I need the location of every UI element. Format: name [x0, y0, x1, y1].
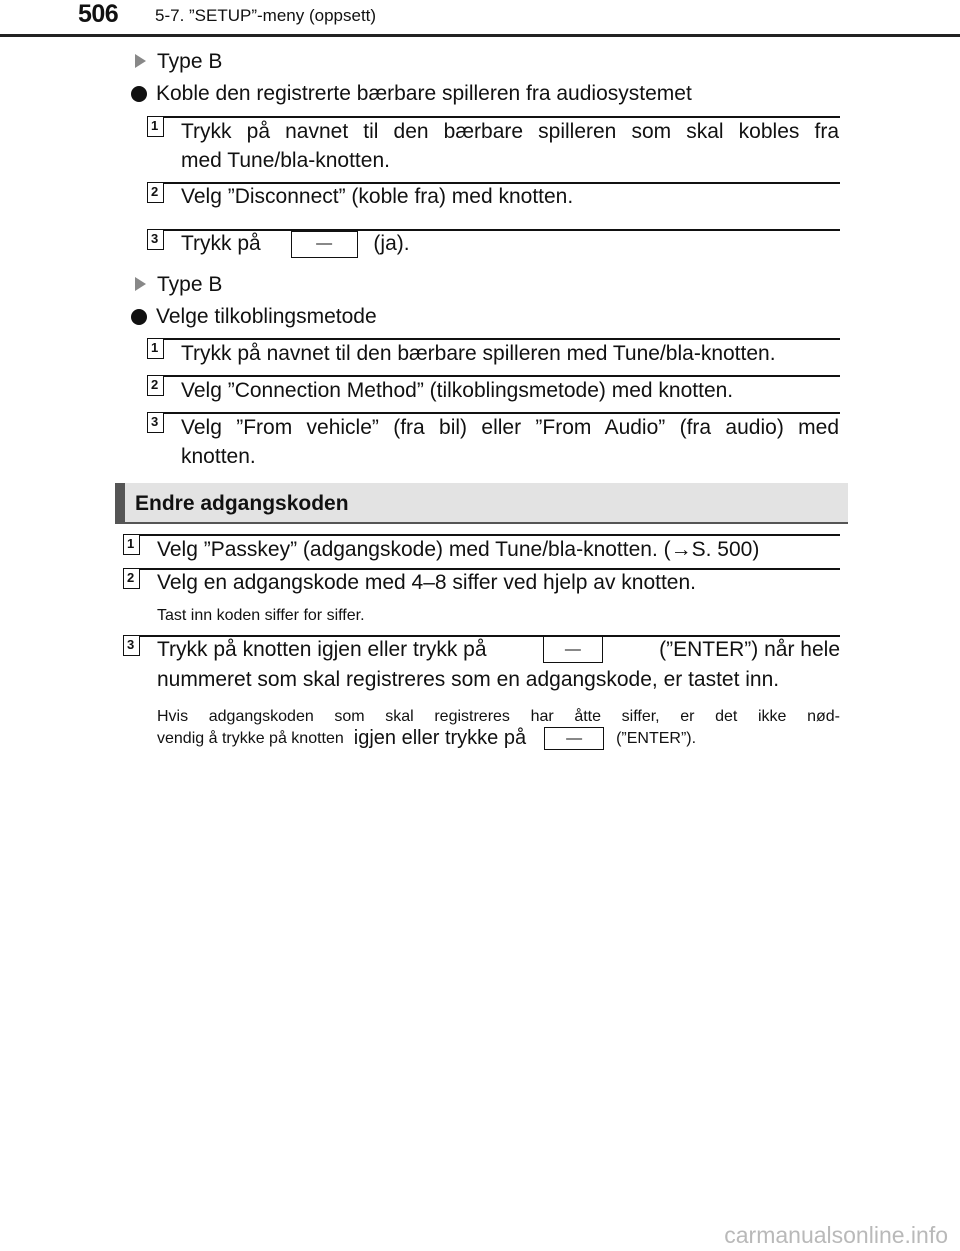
- type-label: Type B: [157, 273, 223, 296]
- step-number: 2: [123, 568, 140, 589]
- section-title: Endre adgangskoden: [135, 492, 349, 515]
- step-number: 3: [147, 412, 164, 433]
- bullet-dot-icon: [131, 309, 147, 325]
- step-number: 2: [147, 182, 164, 203]
- step-text: Trykk på navnet til den bærbare spilleren med Tune/bla-knotten.: [181, 342, 776, 365]
- step-number: 1: [147, 116, 164, 137]
- step-text: nummeret som skal registreres som en adgangskode, er tastet inn.: [157, 668, 780, 691]
- step-text: Velg ”From vehicle” (fra bil) eller ”From Audio” (fra audio) med: [181, 416, 839, 439]
- page-number: 506: [78, 0, 119, 28]
- step-text: Trykk på navnet til den bærbare spilleren som skal kobles fra: [181, 120, 839, 143]
- bullet-dot-icon: [131, 86, 147, 102]
- step-text-part: Trykk på: [181, 232, 261, 255]
- step-text: Velg ”Connection Method” (tilkoblingsmetode) med knotten.: [181, 379, 734, 402]
- triangle-bullet-icon: [135, 54, 146, 68]
- arrow-icon: →: [670, 538, 692, 561]
- yes-button-graphic: —: [291, 231, 358, 258]
- enter-button-graphic: —: [543, 636, 603, 663]
- subheading: Koble den registrerte bærbare spilleren fra audiosystemet: [156, 82, 692, 105]
- watermark: carmanualsonline.info: [724, 1222, 948, 1248]
- step-text: med Tune/bla-knotten.: [181, 149, 390, 172]
- type-label: Type B: [157, 50, 223, 73]
- step-text: [181, 229, 410, 258]
- subheading: Velge tilkoblingsmetode: [156, 305, 377, 328]
- step-number: 3: [123, 635, 140, 656]
- section-underline: [115, 522, 848, 524]
- step-note: vendig å trykke på knotten igjen eller trykke på — (”ENTER”).: [157, 727, 697, 749]
- enter-button-graphic: —: [544, 727, 604, 750]
- step-text: Trykk på knotten igjen eller trykk på — (”ENTER”) når hele: [157, 638, 840, 661]
- step-note: Hvis adgangskoden som skal registreres har åtte siffer, er det ikke nød-: [157, 708, 840, 725]
- step-note: Tast inn koden siffer for siffer.: [157, 607, 365, 624]
- triangle-bullet-icon: [135, 277, 146, 291]
- step-text: Velg en adgangskode med 4–8 siffer ved hjelp av knotten.: [157, 571, 696, 594]
- step-text: knotten.: [181, 445, 256, 468]
- step-number: 3: [147, 229, 164, 250]
- step-text: Velg ”Disconnect” (koble fra) med knotten.: [181, 185, 574, 208]
- chapter-title: 5-7. ”SETUP”-meny (oppsett): [155, 6, 377, 25]
- section-header: [115, 483, 848, 524]
- step-text-part: (ja).: [373, 232, 410, 255]
- step-number: 2: [147, 375, 164, 396]
- step-number: 1: [147, 338, 164, 359]
- step-text: Velg ”Passkey” (adgangskode) med Tune/bla-knotten. (→S. 500): [157, 538, 760, 561]
- header-rule: [0, 34, 960, 37]
- step-number: 1: [123, 534, 140, 555]
